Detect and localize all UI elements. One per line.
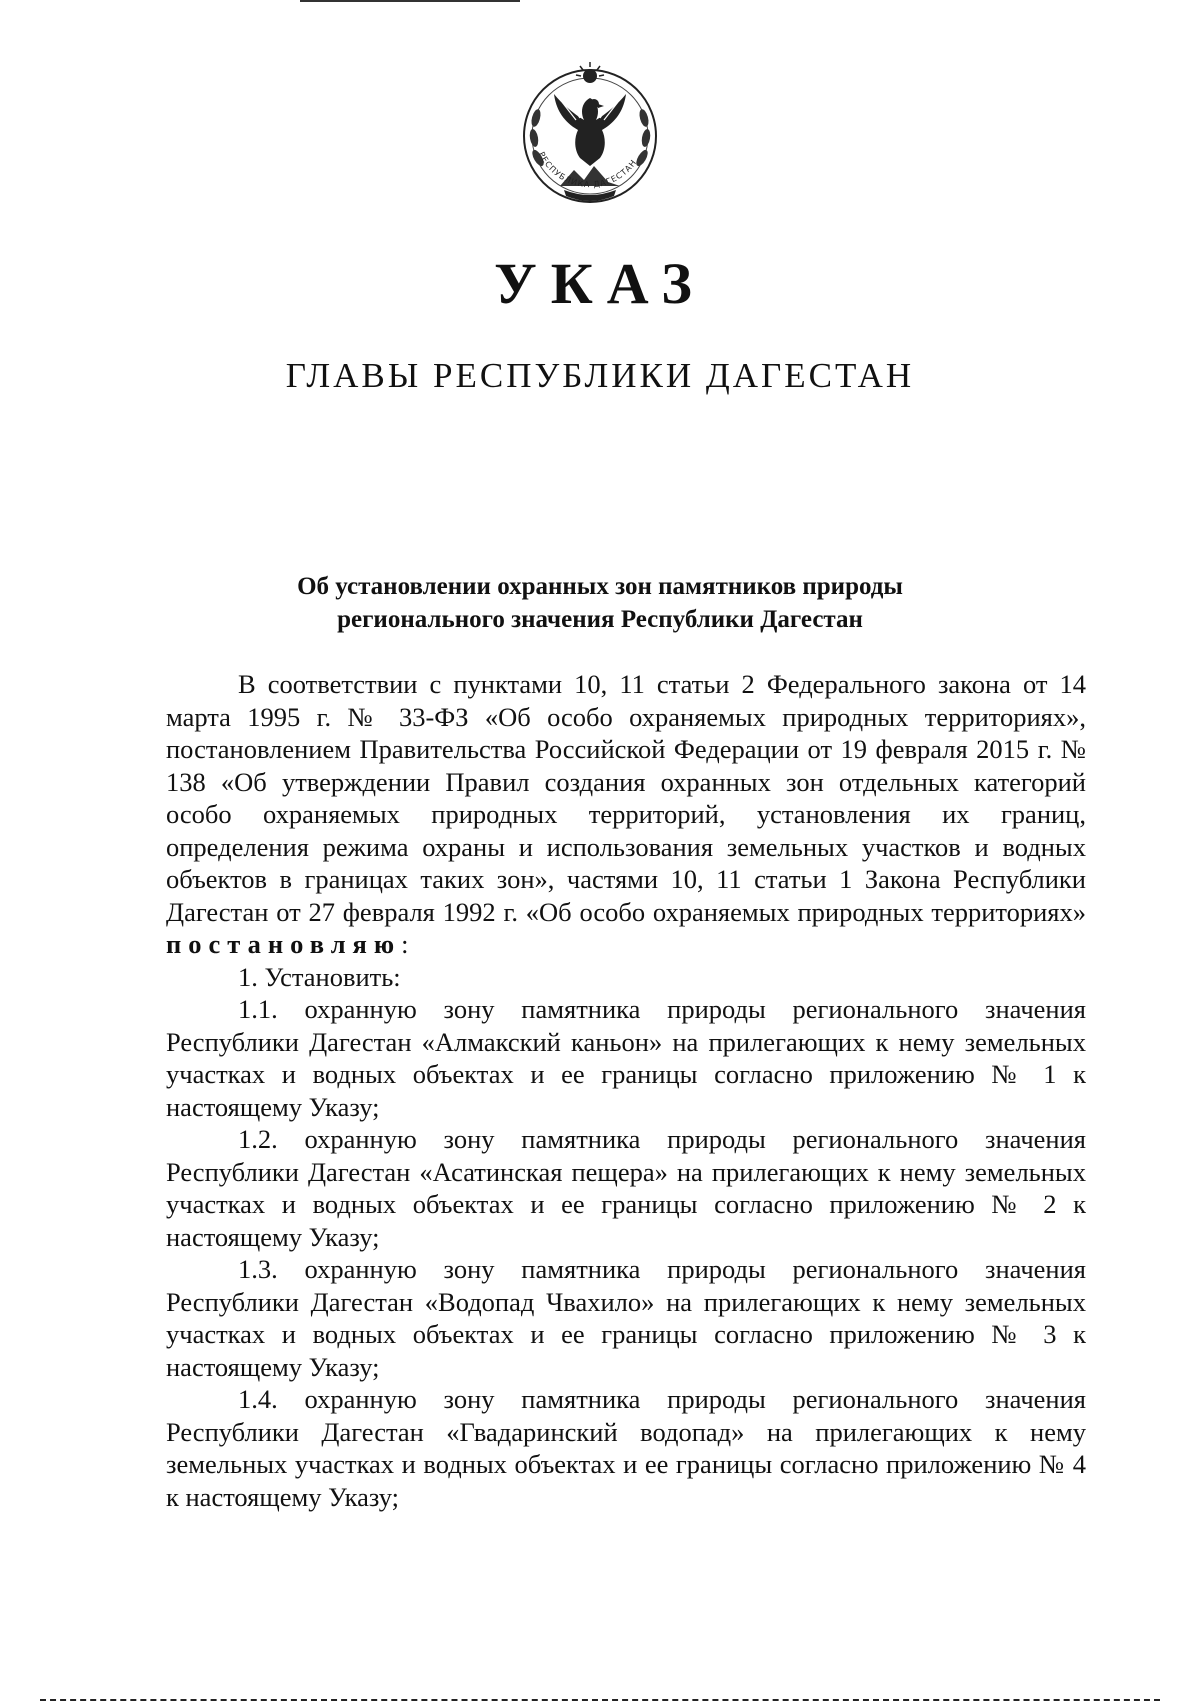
document-subtitle: ГЛАВЫ РЕСПУБЛИКИ ДАГЕСТАН (285, 356, 915, 395)
item-1-3: 1.3. охранную зону памятника природы регионального значения Республики Дагестан «Водопад Чвахило» на прилегающих к нему земельных участках и водных объектах и ее границы согласно приложению № 3 к настоящему Указу; (166, 1254, 1086, 1382)
scan-edge-bottom (40, 1697, 1160, 1701)
item-1-1: 1.1. охранную зону памятника природы регионального значения Республики Дагестан «Алмакский каньон» на прилегающих к нему земельных участках и водных объектах и ее границы согласно приложению № 1 к настоящему Указу; (166, 994, 1086, 1122)
decree-word: постановляю (166, 929, 402, 959)
document-title: УКАЗ (494, 251, 706, 316)
item-1-2: 1.2. охранную зону памятника природы регионального значения Республики Дагестан «Асатинская пещера» на прилегающих к нему земельных участках и водных объектах и ее границы согласно приложению № 2 к настоящему Указу; (166, 1124, 1086, 1252)
decree-heading-line-1: Об установлении охранных зон памятников природы (297, 573, 903, 600)
preamble-paragraph (166, 668, 1086, 961)
decree-body (166, 668, 1086, 1513)
dagestan-coat-of-arms-icon (514, 58, 666, 218)
decree-heading (180, 570, 1020, 636)
decree-heading-line-2: регионального значения Республики Дагестан (337, 606, 863, 633)
svg-text:РЕСПУБЛИКА ДАГЕСТАН: РЕСПУБЛИКА ДАГЕСТАН (536, 150, 639, 190)
item-1-4: 1.4. охранную зону памятника природы регионального значения Республики Дагестан «Гвадаринский водопад» на прилегающих к нему земельных участках и водных объектах и ее границы согласно приложению № 4 к настоящему Указу; (166, 1384, 1086, 1512)
point-1: 1. Установить: (238, 961, 401, 992)
scan-edge-top (300, 0, 520, 2)
decree-colon: : (401, 929, 409, 959)
preamble-text: В соответствии с пунктами 10, 11 статьи 2 Федерального закона от 14 марта 1995 г. № 33-ФЗ «Об особо охраняемых природных территориях», постановлением Правительства Российской Федерации от 19 февраля 2015 г. № 138 «Об утверждении Правил создания охранных зон отдельных категорий особо охраняемых природных территорий, установления их границ, определения режима охраны и использования земельных участков и водных объектов в границах таких зон», частями 10, 11 статьи 1 Закона Республики Дагестан от 27 февраля 1992 г. «Об особо охраняемых природных территориях» (166, 669, 1086, 927)
